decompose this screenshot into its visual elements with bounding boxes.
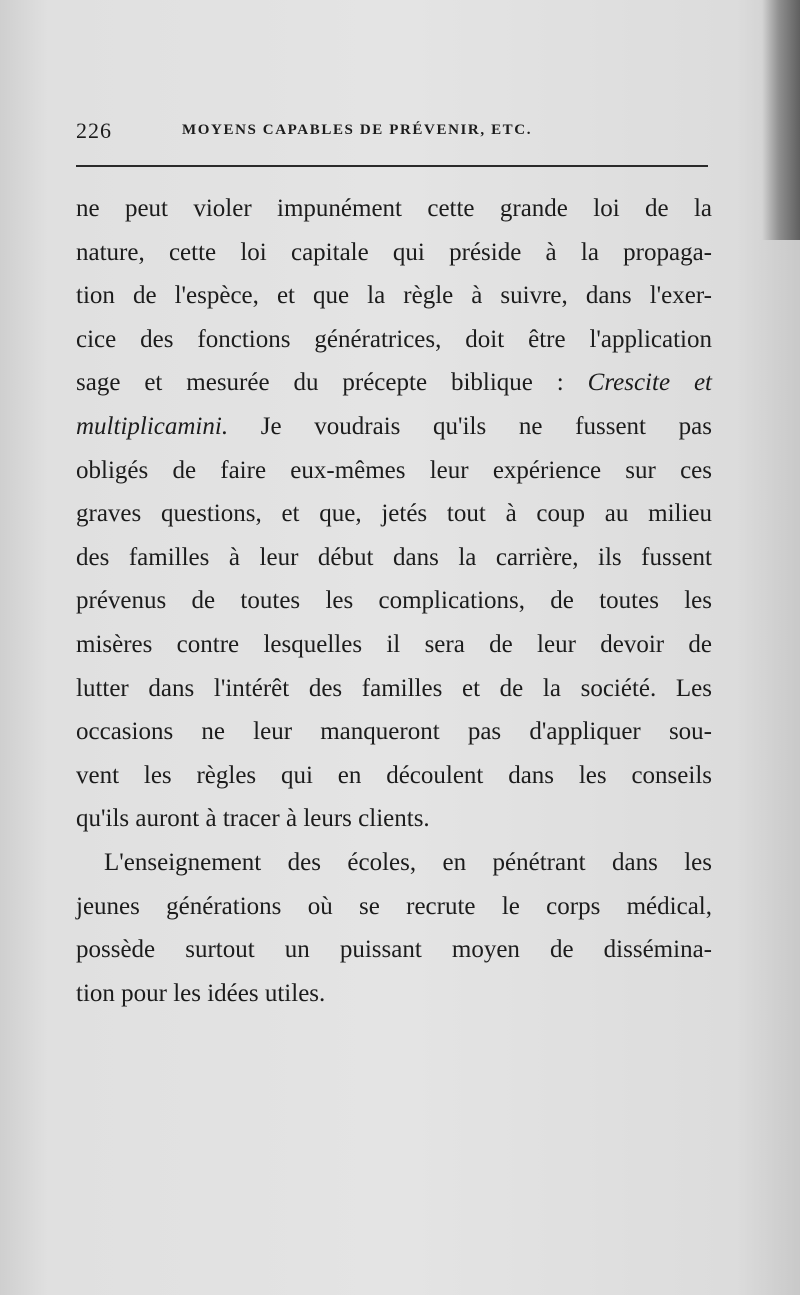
running-title: MOYENS CAPABLES DE PRÉVENIR, ETC. — [182, 122, 533, 138]
text-line: cice des fonctions génératrices, doit être l'application — [76, 325, 712, 353]
text-line — [76, 361, 712, 405]
text-line: possède surtout un puissant moyen de dissémina- — [76, 936, 712, 964]
text-line: lutter dans l'intérêt des familles et de la société. Les — [76, 674, 712, 702]
text-line: tion de l'espèce, et que la règle à suivre, dans l'exer- — [76, 282, 712, 310]
text-segment: sage et mesurée du précepte biblique : — [76, 369, 588, 397]
running-head — [76, 118, 708, 148]
text-line: qu'ils auront à tracer à leurs clients. — [76, 805, 430, 833]
text-segment: Je voudrais qu'ils ne fussent pas — [228, 412, 712, 440]
text-line: misères contre lesquelles il sera de leur devoir de — [76, 630, 712, 658]
page-number: 226 — [76, 118, 112, 143]
text-line — [76, 405, 712, 449]
latin-quote-end: multiplicamini. — [76, 412, 229, 440]
text-line: jeunes générations où se recrute le corps médical, — [76, 892, 712, 920]
latin-quote: Crescite et — [587, 369, 712, 397]
text-line: vent les règles qui en découlent dans les conseils — [76, 761, 712, 789]
text-line: ne peut violer impunément cette grande loi de la — [76, 195, 712, 222]
text-line: des familles à leur début dans la carrière, ils fussent — [76, 543, 712, 571]
text-line: graves questions, et que, jetés tout à coup au milieu — [76, 500, 712, 528]
text-line: obligés de faire eux-mêmes leur expérience sur ces — [76, 456, 712, 484]
header-rule — [76, 165, 708, 167]
text-line: L'enseignement des écoles, en pénétrant dans les — [104, 848, 712, 876]
page-edge-shadow — [762, 0, 800, 240]
body-text — [76, 187, 712, 1015]
text-line: occasions ne leur manqueront pas d'appliquer sou- — [76, 718, 712, 746]
text-line: nature, cette loi capitale qui préside à la propaga- — [76, 238, 712, 266]
text-line: tion pour les idées utiles. — [76, 979, 326, 1007]
text-line: prévenus de toutes les complications, de toutes les — [76, 587, 712, 615]
